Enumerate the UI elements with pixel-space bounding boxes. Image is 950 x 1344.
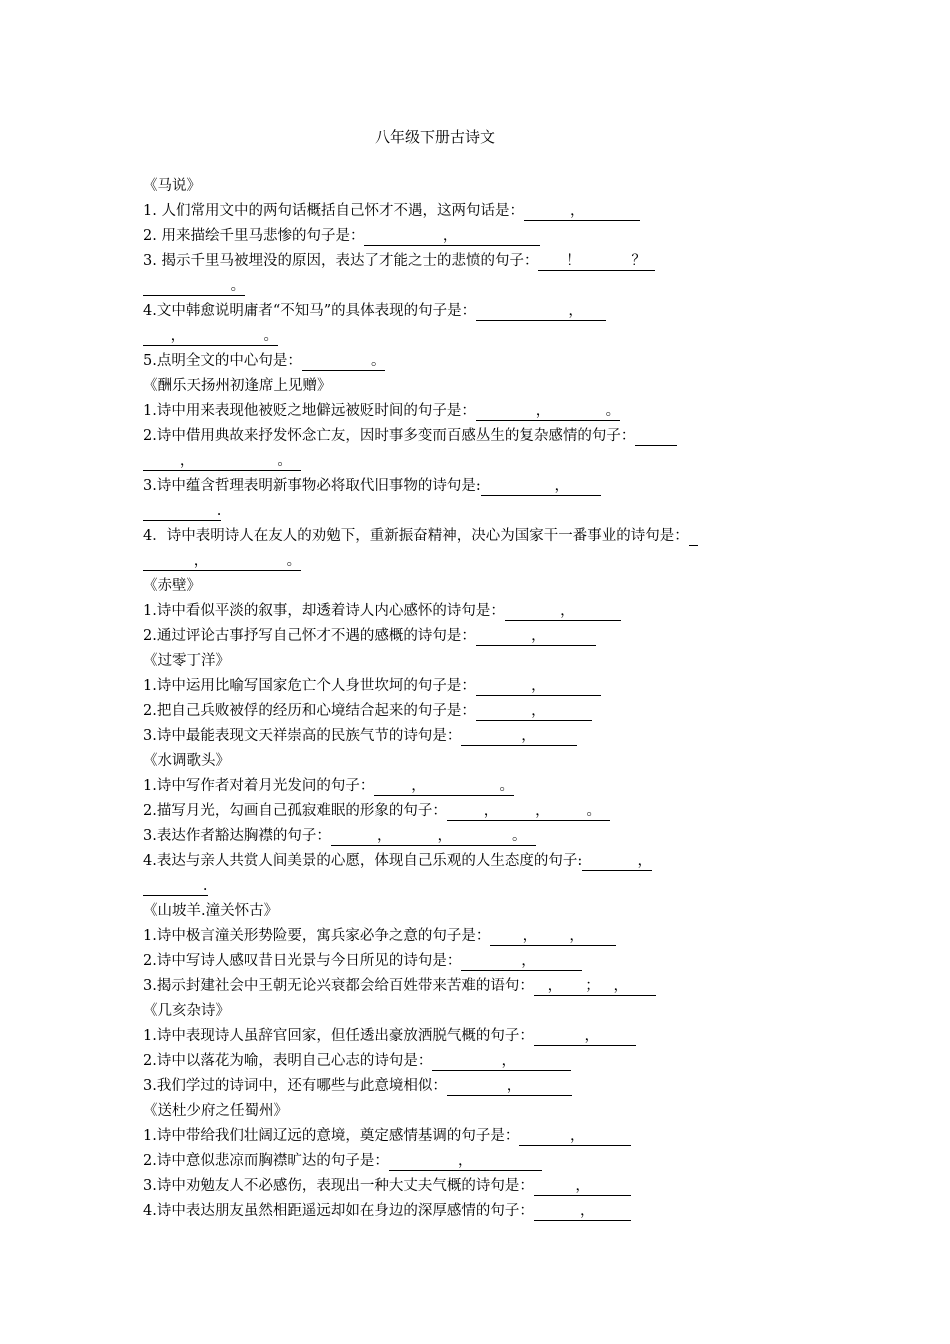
question-text: 1. 人们常用文中的两句话概括自己怀才不遇，这两句话是： [143, 203, 524, 219]
section-heading-chouletian: 《酬乐天扬州初逢席上见赠》 [143, 378, 332, 394]
question-text: 1.诗中运用比喻写国家危亡个人身世坎坷的句子是： [143, 678, 476, 694]
question-text: 2.诗中借用典故来抒发怀念亡友，因时事多变而百感丛生的复杂感情的句子： [143, 428, 636, 444]
answer-blank[interactable]: . [143, 502, 221, 521]
question-text: 4.文中韩愈说明庸者“不知马”的具体表现的句子是： [143, 303, 477, 319]
section-heading-jihaizashi: 《几亥杂诗》 [143, 1003, 230, 1019]
question-line [143, 1024, 803, 1049]
section-heading-shuidiaogetou: 《水调歌头》 [143, 753, 230, 769]
question-line-continued [143, 324, 803, 349]
answer-blank[interactable]: ， ， 。 [447, 802, 610, 821]
question-line [143, 1149, 803, 1174]
question-text: 3.我们学过的诗词中，还有哪些与此意境相似： [143, 1078, 447, 1094]
question-line [143, 924, 803, 949]
answer-blank[interactable]: ， [476, 677, 601, 696]
question-text: 1.诗中看似平淡的叙事，却透着诗人内心感怀的诗句是： [143, 603, 505, 619]
answer-blank[interactable]: ， [476, 702, 592, 721]
question-text: 1.诗中带给我们壮阔辽远的意境，奠定感情基调的句子是： [143, 1128, 520, 1144]
question-line [143, 799, 803, 824]
worksheet-body [143, 174, 803, 1224]
answer-blank[interactable]: ， [476, 627, 597, 646]
answer-blank[interactable]: . [143, 877, 208, 896]
question-line [143, 424, 803, 449]
answer-blank[interactable]: ， [432, 1052, 571, 1071]
question-text: 1.诗中写作者对着月光发问的句子： [143, 778, 375, 794]
question-text: 3. 揭示千里马被埋没的原因，表达了才能之士的悲愤的句子： [143, 253, 539, 269]
question-text: 2.描写月光，勾画自己孤寂难眠的形象的句子： [143, 803, 447, 819]
answer-blank[interactable]: ， [534, 1177, 631, 1196]
question-line [143, 849, 803, 874]
answer-blank[interactable] [635, 427, 676, 446]
question-line [143, 224, 803, 249]
question-text: 4.诗中表达朋友虽然相距遥远却如在身边的深厚感情的句子： [143, 1203, 534, 1219]
answer-blank[interactable]: ， [476, 302, 606, 321]
question-line [143, 199, 803, 224]
question-line [143, 349, 803, 374]
question-text: 1.诗中表现诗人虽辞官回家，但任透出豪放洒脱气概的句子： [143, 1028, 534, 1044]
question-text: 2. 用来描绘千里马悲惨的句子是： [143, 228, 365, 244]
question-line [143, 949, 803, 974]
question-line-continued [143, 274, 803, 299]
question-line [143, 1124, 803, 1149]
question-line [143, 474, 803, 499]
answer-blank[interactable]: ， [364, 227, 540, 246]
answer-blank[interactable]: ， [389, 1152, 542, 1171]
answer-blank[interactable]: ， [461, 727, 577, 746]
question-text: 3.表达作者豁达胸襟的句子： [143, 828, 331, 844]
answer-blank[interactable]: ， [461, 952, 582, 971]
question-line-continued [143, 549, 803, 574]
answer-blank[interactable]: 。 [302, 352, 386, 371]
question-text: 3.诗中劝勉友人不必感伤，表现出一种大丈夫气概的诗句是： [143, 1178, 534, 1194]
question-line [143, 599, 803, 624]
answer-blank[interactable]: ， [534, 1027, 636, 1046]
section-heading-chibi: 《赤壁》 [143, 578, 201, 594]
section-heading-mashuo: 《马说》 [143, 178, 201, 194]
question-text: 2.诗中以落花为喻，表明自己心志的诗句是： [143, 1053, 433, 1069]
question-text: 3.揭示封建社会中王朝无论兴衰都会给百姓带来苦难的语句： [143, 978, 534, 994]
section-heading-shanpoyang: 《山坡羊.潼关怀古》 [143, 903, 279, 919]
question-line-continued [143, 499, 803, 524]
question-line [143, 299, 803, 324]
question-text: 4.表达与亲人共赏人间美景的心愿，体现自己乐观的人生态度的句子: [143, 853, 583, 869]
question-line [143, 674, 803, 699]
page-title: 八年级下册古诗文 [374, 128, 495, 146]
section-heading-songdushaofu: 《送杜少府之任蜀州》 [143, 1103, 288, 1119]
question-line [143, 774, 803, 799]
answer-blank[interactable]: ， 。 [374, 777, 514, 796]
question-text: 4．诗中表明诗人在友人的劝勉下，重新振奋精神，决心为国家干一番事业的诗句是： [143, 528, 689, 544]
question-line [143, 1199, 803, 1224]
question-text: 2.诗中写诗人感叹昔日光景与今日所见的诗句是： [143, 953, 462, 969]
answer-blank[interactable]: ！ ？ [538, 252, 655, 271]
answer-blank[interactable]: ， 。 [143, 452, 301, 471]
question-text: 5.点明全文的中心句是： [143, 353, 302, 369]
question-line [143, 974, 803, 999]
question-line [143, 724, 803, 749]
question-line [143, 824, 803, 849]
answer-blank[interactable]: ， [519, 1127, 630, 1146]
question-line [143, 524, 803, 549]
question-text: 3.诗中最能表现文天祥崇高的民族气节的诗句是： [143, 728, 462, 744]
question-text: 2.通过评论古事抒写自己怀才不遇的感概的诗句是： [143, 628, 476, 644]
answer-blank[interactable]: ， [505, 602, 621, 621]
answer-blank[interactable]: ， 。 [476, 402, 620, 421]
answer-blank[interactable] [689, 527, 698, 546]
answer-blank[interactable]: ， [524, 202, 640, 221]
question-text: 2.诗中意似悲凉而胸襟旷达的句子是： [143, 1153, 389, 1169]
answer-blank[interactable]: ， [447, 1077, 572, 1096]
answer-blank[interactable]: ， 。 [143, 327, 278, 346]
question-line [143, 624, 803, 649]
answer-blank[interactable]: ， 。 [143, 552, 301, 571]
question-line [143, 1049, 803, 1074]
question-line [143, 1174, 803, 1199]
question-line [143, 399, 803, 424]
answer-blank[interactable]: ， ， [490, 927, 616, 946]
question-text: 1.诗中极言潼关形势险要，寓兵家必争之意的句子是： [143, 928, 491, 944]
question-line-continued [143, 874, 803, 899]
question-line-continued [143, 449, 803, 474]
answer-blank[interactable]: 。 [143, 277, 245, 296]
question-line [143, 699, 803, 724]
question-text: 3.诗中蕴含哲理表明新事物必将取代旧事物的诗句是: [143, 478, 481, 494]
question-line [143, 1074, 803, 1099]
answer-blank[interactable]: ， [534, 1202, 631, 1221]
question-text: 1.诗中用来表现他被贬之地僻远被贬时间的句子是： [143, 403, 476, 419]
section-heading-guolingdingyang: 《过零丁洋》 [143, 653, 230, 669]
answer-blank[interactable]: ， ； ， [534, 977, 656, 996]
question-line [143, 249, 803, 274]
answer-blank[interactable]: ， [481, 477, 602, 496]
question-text: 2.把自己兵败被俘的经历和心境结合起来的句子是： [143, 703, 476, 719]
answer-blank[interactable]: ， [582, 852, 652, 871]
answer-blank[interactable]: ， ， 。 [331, 827, 536, 846]
